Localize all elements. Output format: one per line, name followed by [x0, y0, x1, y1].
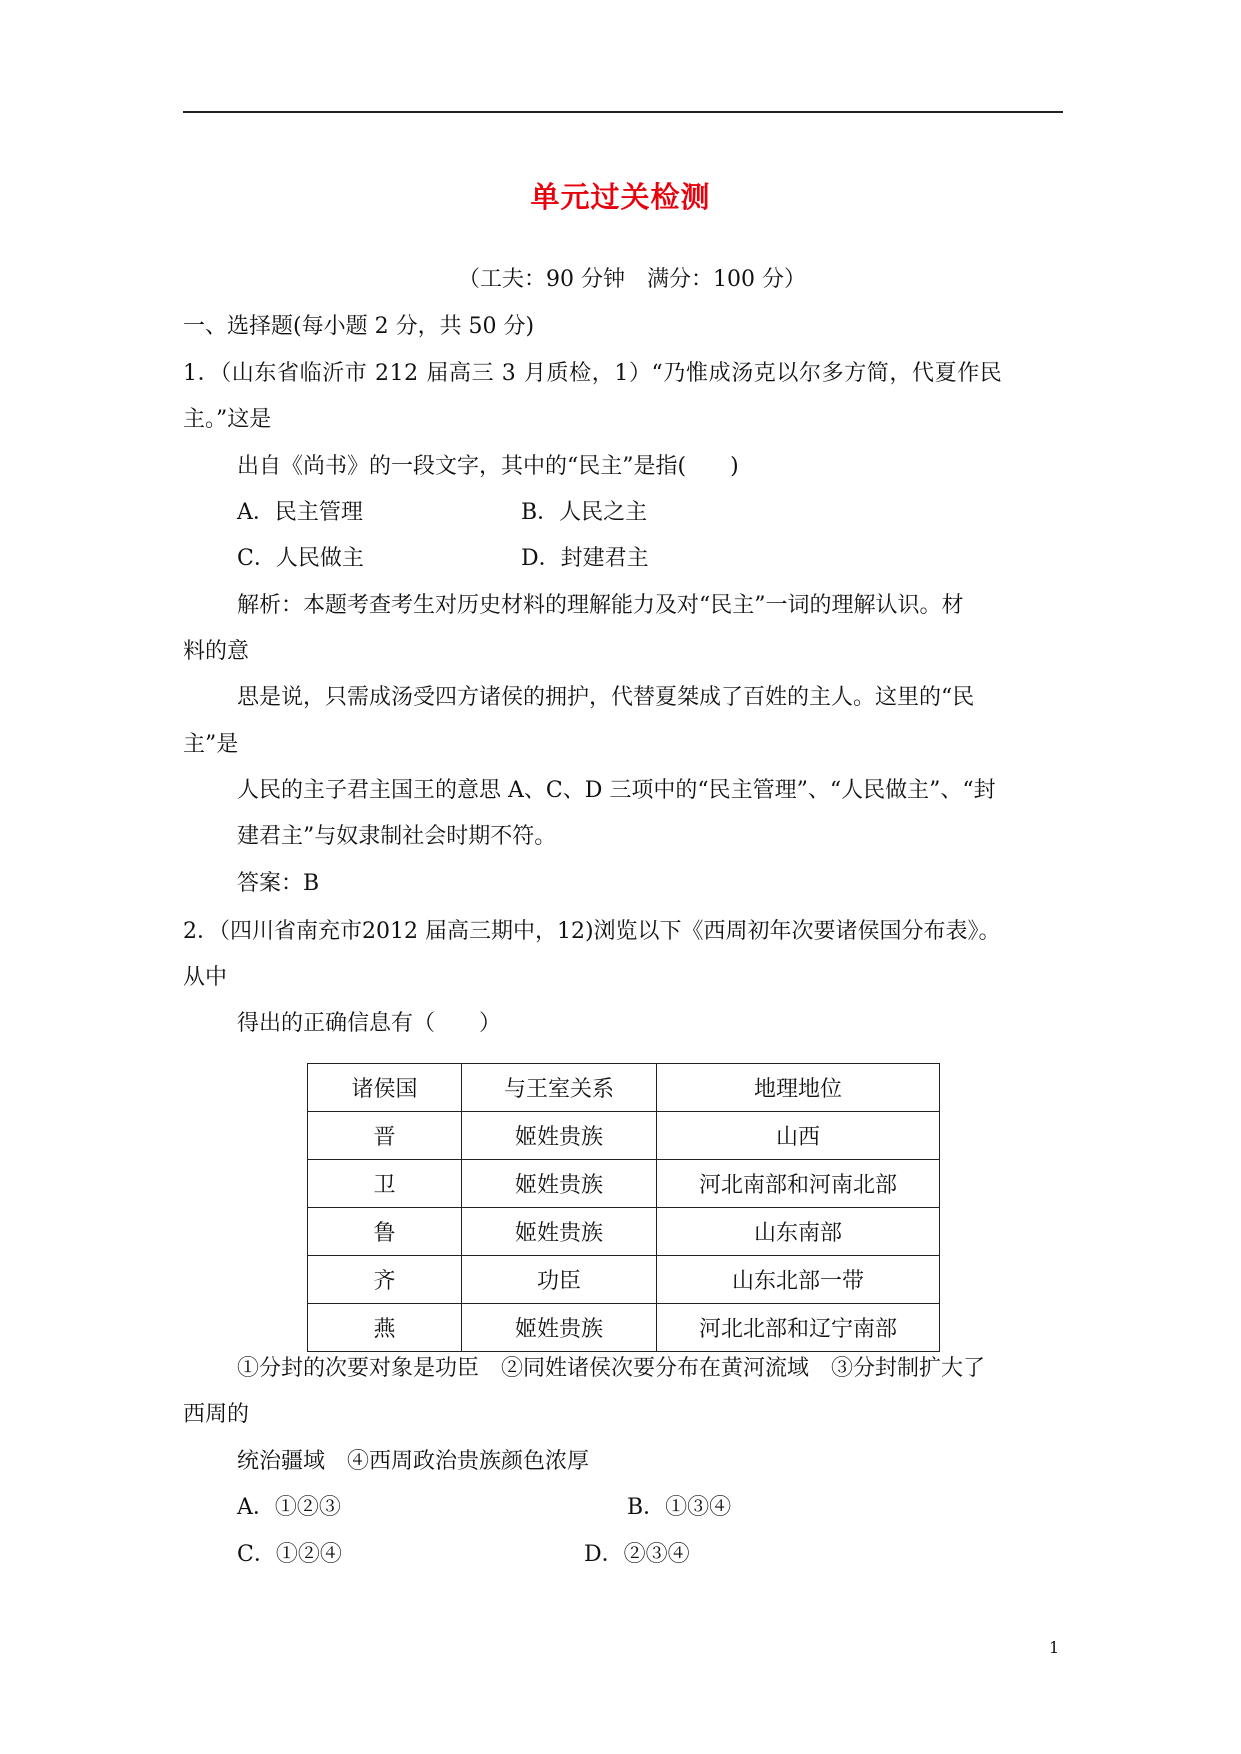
q2-stem-line-3: 得出的正确信息有（ ）: [237, 1011, 502, 1036]
table-cell: 山东北部一带: [657, 1256, 940, 1304]
q2-stem-line-2: 从中: [183, 965, 228, 990]
q1-analysis-line-1: 解析：本题考查考生对历史材料的理解能力及对“民主”一词的理解认识。材: [237, 593, 964, 618]
q1-option-b: B．人民之主: [521, 500, 648, 525]
table-row: [308, 1160, 940, 1208]
vassal-states-table: [307, 1063, 940, 1352]
table-row: [308, 1208, 940, 1256]
q1-option-c: C．人民做主: [237, 546, 364, 571]
table-row: [308, 1304, 940, 1352]
table-cell: 姬姓贵族: [462, 1208, 657, 1256]
document-title: 单元过关检测: [530, 180, 711, 214]
table-header-row: [308, 1064, 940, 1112]
q2-option-c: C．①②④: [237, 1542, 342, 1567]
q2-option-d: D．②③④: [584, 1542, 690, 1567]
table-header-cell: 地理地位: [657, 1064, 940, 1112]
table-cell: 山东南部: [657, 1208, 940, 1256]
section-heading: 一、选择题(每小题 2 分，共 50 分): [183, 314, 535, 339]
table-cell: 河北南部和河南北部: [657, 1160, 940, 1208]
exam-meta: （工夫：90 分钟 满分：100 分）: [458, 267, 806, 292]
q1-option-a: A．民主管理: [237, 500, 363, 525]
table-header-cell: 诸侯国: [308, 1064, 462, 1112]
table-cell: 鲁: [308, 1208, 462, 1256]
table-cell: 河北北部和辽宁南部: [657, 1304, 940, 1352]
page-number: 1: [1049, 1638, 1060, 1657]
q2-option-b: B．①③④: [627, 1495, 732, 1520]
q1-analysis-line-3: 思是说，只需成汤受四方诸侯的拥护，代替夏桀成了百姓的主人。这里的“民: [237, 685, 975, 710]
q1-stem-line-2: 主。”这是: [183, 407, 272, 432]
q2-items-line-2: 西周的: [183, 1402, 250, 1427]
table-cell: 功臣: [462, 1256, 657, 1304]
q1-answer: 答案：B: [237, 871, 320, 896]
q1-analysis-line-6: 建君主”与奴隶制社会时期不符。: [237, 824, 557, 849]
table-cell: 卫: [308, 1160, 462, 1208]
table-cell: 山西: [657, 1112, 940, 1160]
table-row: [308, 1256, 940, 1304]
q2-option-a: A．①②③: [237, 1495, 341, 1520]
table-cell: 燕: [308, 1304, 462, 1352]
table-cell: 晋: [308, 1112, 462, 1160]
q2-items-line-3: 统治疆域 ④西周政治贵族颜色浓厚: [237, 1449, 590, 1474]
q1-analysis-line-4: 主”是: [183, 732, 239, 757]
q1-analysis-line-2: 料的意: [183, 639, 250, 664]
table-cell: 姬姓贵族: [462, 1112, 657, 1160]
table-cell: 齐: [308, 1256, 462, 1304]
table-header-cell: 与王室关系: [462, 1064, 657, 1112]
q2-items-line-1: ①分封的次要对象是功臣 ②同姓诸侯次要分布在黄河流域 ③分封制扩大了: [237, 1356, 986, 1381]
q1-stem-line-3: 出自《尚书》的一段文字，其中的“民主”是指( ): [237, 454, 739, 479]
q1-option-d: D．封建君主: [521, 546, 649, 571]
q1-analysis-line-5: 人民的主子君主国王的意思 A、C、D 三项中的“民主管理”、“人民做主”、“封: [237, 778, 996, 803]
q2-stem-line-1: 2．（四川省南充市2012 届高三期中，12)浏览以下《西周初年次要诸侯国分布表》。: [183, 919, 1001, 944]
table-cell: 姬姓贵族: [462, 1304, 657, 1352]
table-row: [308, 1112, 940, 1160]
q1-stem-line-1: 1．（山东省临沂市 212 届高三 3 月质检，1）“乃惟成汤克以尔多方简，代夏作民: [183, 361, 1003, 386]
table-cell: 姬姓贵族: [462, 1160, 657, 1208]
header-rule: [183, 111, 1063, 113]
